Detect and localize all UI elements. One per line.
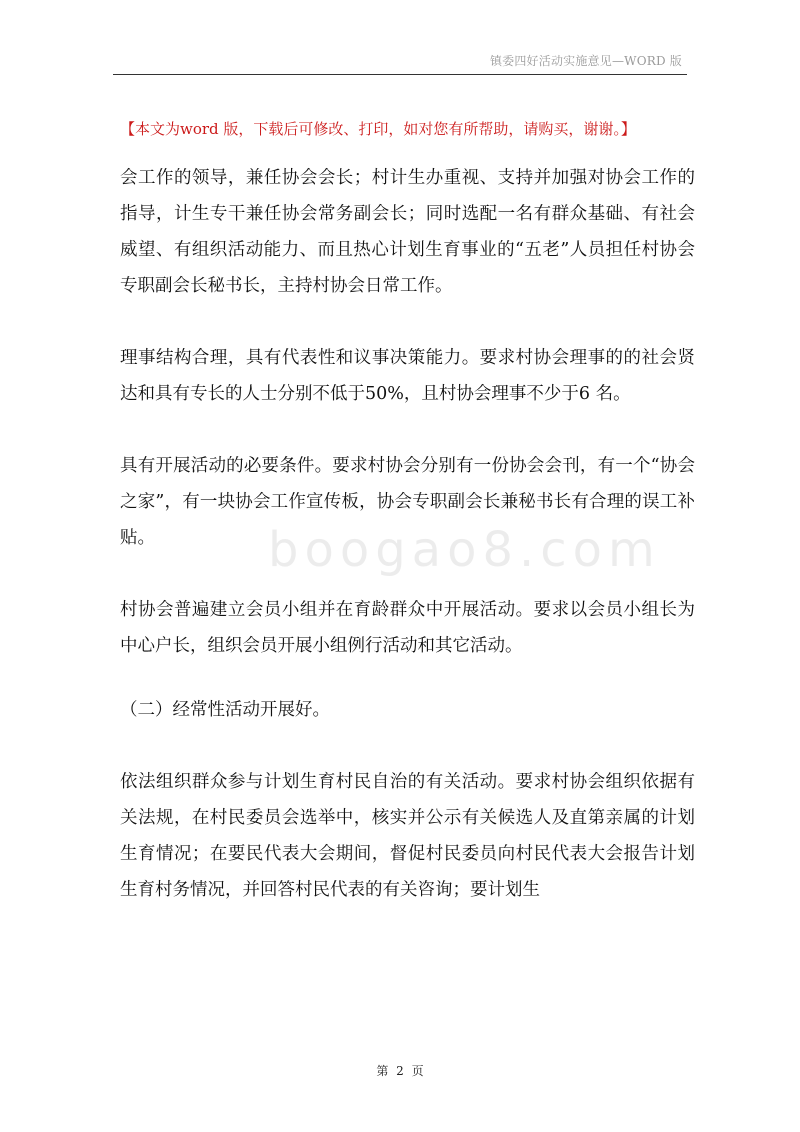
header-rule xyxy=(113,74,687,75)
paragraph-member-groups: 村协会普遍建立会员小组并在育龄群众中开展活动。要求以会员小组长为中心户长，组织会员开展小组例行活动和其它活动。 xyxy=(120,600,695,656)
page-footer xyxy=(0,1062,800,1079)
paragraph-activity-conditions: 具有开展活动的必要条件。要求村协会分别有一份协会会刊，有一个“协会之家”，有一块协会工作宣传板，协会专职副会长兼秘书长有合理的误工补贴。 xyxy=(120,456,695,548)
page-number: 2 xyxy=(396,1064,404,1078)
section-heading-regular-activities: （二）经常性活动开展好。 xyxy=(120,700,330,720)
page-prefix: 第 xyxy=(376,1064,389,1078)
paragraph-council-structure: 理事结构合理，具有代表性和议事决策能力。要求村协会理事的的社会贤达和具有专长的人士分别不低于50%，且村协会理事不少于6 名。 xyxy=(120,348,695,404)
watermark-logo: boogao8.com xyxy=(268,522,661,578)
paragraph-association-leadership: 会工作的领导，兼任协会会长；村计生办重视、支持并加强对协会工作的指导，计生专干兼任协会常务副会长；同时选配一名有群众基础、有社会威望、有组织活动能力、而且热心计划生育事业的“五老”人员担任村协会专职副会长秘书长，主持村协会日常工作。 xyxy=(120,168,695,296)
paragraph-villager-autonomy: 依法组织群众参与计划生育村民自治的有关活动。要求村协会组织依据有关法规，在村民委员会选举中，核实并公示有关候选人及直第亲属的计划生育情况；在要民代表大会期间，督促村民委员向村民代表大会报告计划生育村务情况，并回答村民代表的有关咨询；要计划生 xyxy=(120,772,695,900)
document-body xyxy=(120,160,695,908)
purchase-notice: 【本文为word 版，下载后可修改、打印，如对您有所帮助，请购买，谢谢。】 xyxy=(120,120,636,138)
document-header-title: 镇委四好活动实施意见—WORD 版 xyxy=(489,54,682,68)
page-suffix: 页 xyxy=(411,1064,424,1078)
